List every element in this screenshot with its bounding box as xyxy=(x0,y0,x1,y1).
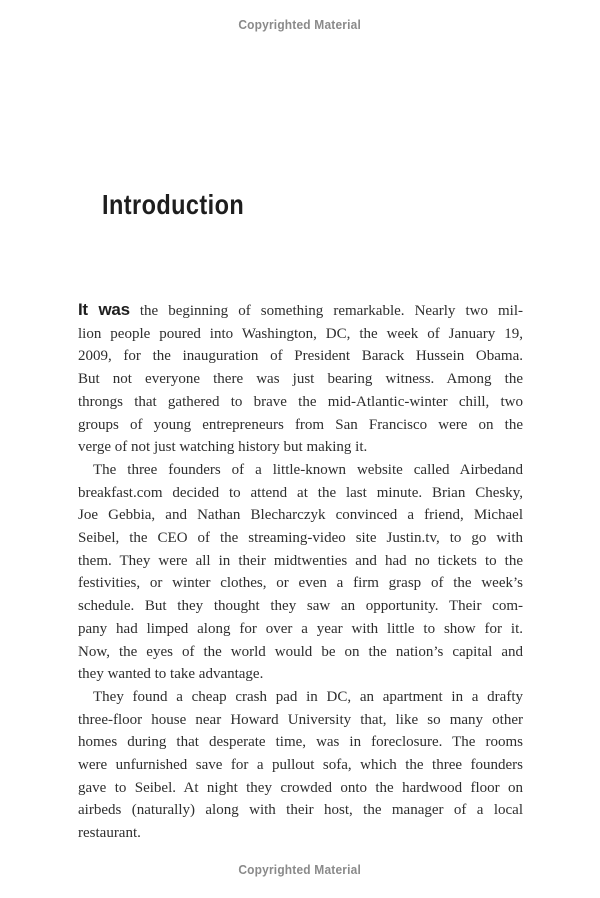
text-line: 2009, for the inauguration of President Barack Hussein Obama. xyxy=(78,348,523,365)
text-line: them. They were all in their midtwenties and had no tickets to the xyxy=(78,552,523,569)
text-line: homes during that desperate time, was in foreclosure. The rooms xyxy=(78,734,523,751)
text-line: groups of young entrepreneurs from San Francisco were on the xyxy=(78,416,523,433)
text-line: they wanted to take advantage. xyxy=(78,666,264,683)
text-line: were unfurnished save for a pullout sofa, which the three founders xyxy=(78,757,523,774)
text-line: restaurant. xyxy=(78,825,141,842)
text-line: Seibel, the CEO of the streaming-video site Justin.tv, to go with xyxy=(78,530,523,547)
line-text: the beginning of something remarkable. Nearly two mil- xyxy=(139,303,524,319)
text-line: throngs that gathered to brave the mid-Atlantic-winter chill, two xyxy=(78,393,523,410)
text-line: Now, the eyes of the world would be on the nation’s capital and xyxy=(78,643,523,660)
text-line: breakfast.com decided to attend at the last minute. Brian Chesky, xyxy=(78,484,523,501)
text-line: They found a cheap crash pad in DC, an apartment in a drafty xyxy=(93,688,523,705)
copyright-notice-bottom-text: Copyrighted Material xyxy=(238,862,362,877)
text-line: schedule. But they thought they saw an opportunity. Their com- xyxy=(78,598,523,615)
text-line: But not everyone there was just bearing witness. Among the xyxy=(78,371,523,388)
lead-in: It was xyxy=(78,300,130,319)
text-line: pany had limped along for over a year with little to show for it. xyxy=(78,620,523,637)
text-line: airbeds (naturally) along with their host, the manager of a local xyxy=(78,802,523,819)
text-line: verge of not just watching history but making it. xyxy=(78,439,368,456)
body-text xyxy=(78,299,523,845)
copyright-notice-top xyxy=(0,17,600,32)
text-line: lion people poured into Washington, DC, the week of January 19, xyxy=(78,325,523,342)
copyright-notice-bottom xyxy=(0,862,600,877)
text-line xyxy=(78,299,523,323)
copyright-notice-top-text: Copyrighted Material xyxy=(238,17,362,32)
text-line: Joe Gebbia, and Nathan Blecharczyk convinced a friend, Michael xyxy=(78,507,523,524)
text-line: festivities, or winter clothes, or even a firm grasp of the week’s xyxy=(78,575,523,592)
text-line: gave to Seibel. At night they crowded onto the hardwood floor on xyxy=(78,779,523,796)
text-line: The three founders of a little-known website called Airbedand xyxy=(93,461,523,478)
text-line: three-floor house near Howard University that, like so many other xyxy=(78,711,523,728)
page-title: Introduction xyxy=(102,188,245,220)
